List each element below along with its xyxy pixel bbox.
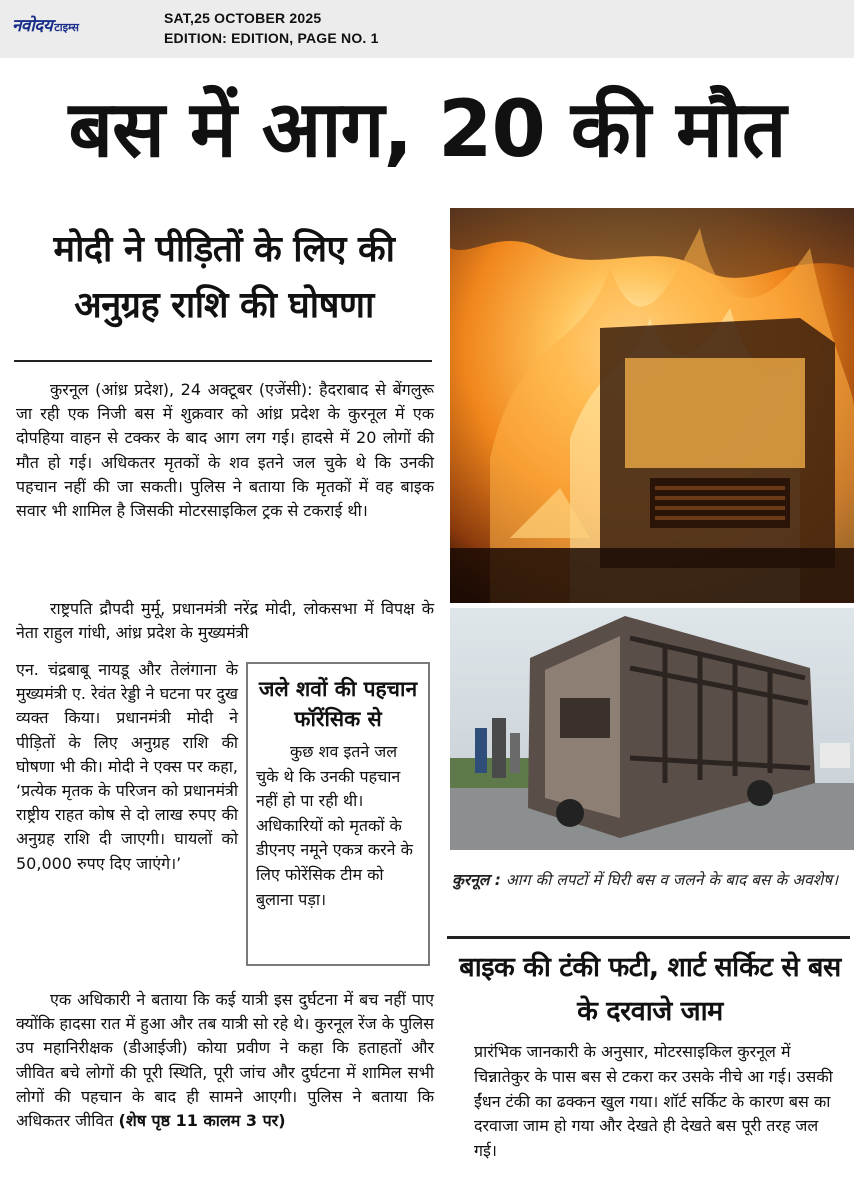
story-paragraph-2-narrow: एन. चंद्रबाबू नायडू और तेलंगाना के मुख्यमंत्री ए. रेवंत रेड्डी ने घटना पर दुख व्यक्त किया। प्रधानमंत्री मोदी ने पीड़ितों के लिए अनुग्रह राशि की घोषणा भी की। मोदी ने एक्स पर कहा, ‘प्रत्येक मृतक के परिजन को प्रधानमंत्री राष्ट्रीय राहत कोष से दो लाख रुपए की अनुग्रह राशि दी जाएगी। घायलों को 50,000 रुपए दिए जाएंगे।’ [16,660,238,873]
burning-bus-illustration [450,208,854,603]
caption-text: आग की लपटों में घिरी बस व जलने के बाद बस के अवशेष। [505,871,839,889]
divider-line [447,936,850,939]
masthead-band [0,0,854,58]
edition-date: SAT,25 OCTOBER 2025 [164,10,322,26]
photo-caption [452,868,852,892]
logo-sub-text: टाइम्स [54,21,79,34]
story-paragraph-1: कुरनूल (आंध्र प्रदेश), 24 अक्टूबर (एजेंसी): हैदराबाद से बेंगलुरू जा रही एक निजी बस में शुक्रवार को आंध्र प्रदेश के कुरनूल में एक दोपहिया वाहन से टक्कर के बाद आग लग गई। हादसे में 20 लोगों की मौत हो गई। अधिकतर मृतकों के शव इतने जल चुके थे कि उनकी पहचान नहीं की जा सकती। पुलिस ने बताया कि मृतकों में वह बाइक सवार भी शामिल है जिसकी मोटरसाइकिल ट्रक से टकराई थी। [16,380,434,521]
story2-headline: बाइक की टंकी फटी, शार्ट सर्किट से बस के दरवाजे जाम [459,952,841,1027]
burnt-bus-illustration [450,608,854,850]
story-paragraph-2-wide: राष्ट्रपति द्रौपदी मुर्मू, प्रधानमंत्री नरेंद्र मोदी, लोकसभा में विपक्ष के नेता राहुल गांधी, आंध्र प्रदेश के मुख्यमंत्री [16,599,434,643]
edition-page-info: EDITION: EDITION, PAGE NO. 1 [164,30,379,46]
continued-on-page-note[interactable]: (शेष पृष्ठ 11 कालम 3 पर) [118,1111,286,1131]
burning-bus-photo[interactable] [450,208,854,603]
sidebar-title: जले शवों की पहचान फॉरेंसिक से [258,677,418,731]
caption-place: कुरनूल : [452,871,501,889]
main-headline: बस में आग, 20 की मौत [68,85,786,175]
story2-body: प्रारंभिक जानकारी के अनुसार, मोटरसाइकिल कुरनूल में चिन्नातेकुर के पास बस से टकरा कर उसके नीचे आ गई। उसकी ईंधन टंकी का ढक्कन खुल गया। शॉर्ट सर्किट के कारण बस का दरवाजा जाम हो गया और देखते ही देखते बस पूरी तरह जल गई। [474,1042,833,1161]
story-subheadline: मोदी ने पीड़ितों के लिए की अनुग्रह राशि की घोषणा [53,229,395,326]
burnt-bus-photo[interactable] [450,608,854,850]
logo-main-text: नवोदय [12,16,53,36]
story-paragraph-3-text: एक अधिकारी ने बताया कि कई यात्री इस दुर्घटना में बच नहीं पाए क्योंकि हादसा रात में हुआ और तब यात्री सो रहे थे। कुरनूल रेंज के पुलिस उप महानिरीक्षक (डीआईजी) कोया प्रवीण ने कहा कि हताहतों और जीवित बचे लोगों की पूरी स्थिति, पूरी जांच और दुर्घटना में शामिल सभी लोगों की पहचान के बाद ही सामने आएगी। पुलिस ने बताया कि अधिकतर जीवित [16,990,434,1131]
sidebar-text: कुछ शव इतने जल चुके थे कि उनकी पहचान नहीं हो पा रही थी। अधिकारियों को मृतकों के डीएनए नमूने एकत्र करने के लिए फोरेंसिक टीम को बुलाना पड़ा। [256,742,413,909]
newspaper-logo[interactable] [12,10,79,36]
story-paragraph-3 [16,988,434,1133]
divider-line [14,360,432,362]
